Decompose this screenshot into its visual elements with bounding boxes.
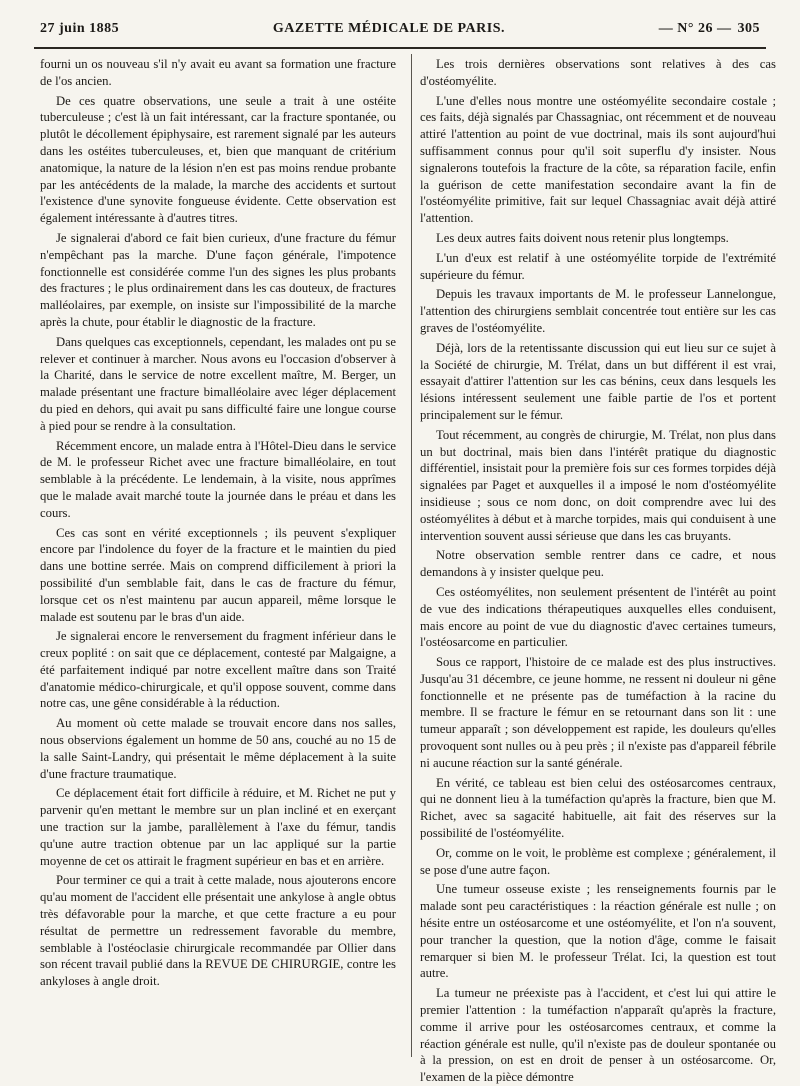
left-column <box>40 56 396 990</box>
paragraph: Récemment encore, un malade entra à l'Hôtel-Dieu dans le service de M. le professeur Richet avec une fracture bimalléolaire, en tout semblable à la précédente. Le lendemain, à la visite, nous apprîmes que le malade avait marché toute la journée dans le préau et dans les cours. <box>40 438 396 520</box>
header-rule <box>34 47 766 49</box>
paragraph: L'une d'elles nous montre une ostéomyélite secondaire costale ; ces faits, déjà signalés par Chassagniac, ont récemment et de nouveau attiré l'attention au point de vue doctrinal, mais ils sont aujourd'hui suffisamment connus pour qu'il soit superflu d'y insister. Nous signalerons toutefois la fracture de la côte, sa réparation facile, enfin la guérison de cette manifestation secondaire avant la fin de l'ostéomyélite primitive, fait sur lequel Chassagniac avait déjà attiré l'attention. <box>420 93 776 226</box>
paragraph: De ces quatre observations, une seule a trait à une ostéite tuberculeuse ; c'est là un fait intéressant, car la fracture spontanée, ou plutôt le décollement épiphysaire, est rarement signalé par les auteurs dans les ostéites tuberculeuses, et, bien que manquant de critérium anatomique, la nature de la lésion n'en est pas moins rendue probante par les antécédents de la malade, la marche des accidents et surtout l'existence d'une synovite fongueuse évidente. Cette observation est également intéressante à d'autres titres. <box>40 93 396 226</box>
paragraph: Or, comme on le voit, le problème est complexe ; généralement, il se pose d'une autre façon. <box>420 845 776 877</box>
header-date: 27 juin 1885 <box>40 21 120 36</box>
paragraph: Au moment où cette malade se trouvait encore dans nos salles, nous observions également un homme de 50 ans, couché au no 15 de la salle Saint-Landry, qui présentait le même déplacement à la suite d'une fracture traumatique. <box>40 716 396 781</box>
paragraph: Les trois dernières observations sont relatives à des cas d'ostéomyélite. <box>420 57 776 88</box>
paragraph: L'un d'eux est relatif à une ostéomyélite torpide de l'extrémité supérieure du fémur. <box>420 250 776 282</box>
page-header <box>40 16 760 42</box>
paragraph: Depuis les travaux importants de M. le professeur Lannelongue, l'attention des chirurgiens semblait concentrée tout entière sur les cas graves de l'ostéomyélite. <box>420 287 776 335</box>
paragraph: Déjà, lors de la retentissante discussion qui eut lieu sur ce sujet à la Société de chirurgie, M. Trélat, dans un but différent il est vrai, essayait d'attirer l'attention sur les cas bénins, ceux dans lesquels les lésions intéressent seulement une faible partie de l'os et portent principalement sur le fémur. <box>420 340 776 422</box>
header-title: GAZETTE MÉDICALE DE PARIS. <box>272 21 506 36</box>
paragraph: La tumeur ne préexiste pas à l'accident, et c'est lui qui attire le premier l'attention : la tuméfaction n'apparaît qu'après la fracture, comme il arrive pour les ostéosarcomes centraux, et comme la réaction générale est nulle, qu'il n'existe pas de douleur spontanée ou à la pression, on est en droit de penser à un ostéosarcome. Or, l'examen de la pièce démontre <box>420 986 776 1085</box>
paragraph: En vérité, ce tableau est bien celui des ostéosarcomes centraux, qui ne donnent lieu à la tuméfaction qu'après la fracture, bien que M. Richet, avec sa sagacité habituelle, ait fait des réserves sur la possibilité de l'ostéomyélite. <box>420 775 776 841</box>
paragraph: Une tumeur osseuse existe ; les renseignements fournis par le malade sont peu caractéristiques : la réaction générale est nulle ; on hésite entre un ostéosarcome et une ostéomyélite, et l'on n'a souvent, pour trancher la question, que la notion d'âge, comme le faisait remarquer si bien M. le professeur Trélat. Ici, la question est tout autre. <box>420 882 776 981</box>
paragraph: Je signalerai d'abord ce fait bien curieux, d'une fracture du fémur n'empêchant pas la marche. D'une façon générale, l'impotence fonctionnelle est considérée comme l'un des signes les plus probants des fractures ; le plus ordinairement dans les cas douteux, de fractures malléolaires, par exemple, on insiste sur l'impossibilité de la marche après la chute, pour établir le diagnostic de la fracture. <box>40 230 396 329</box>
column-divider <box>411 54 412 1057</box>
paragraph: Notre observation semble rentrer dans ce cadre, et nous demandons à y insister quelque peu. <box>420 548 776 580</box>
paragraph: Les deux autres faits doivent nous retenir plus longtemps. <box>436 230 729 245</box>
paragraph: Pour terminer ce qui a trait à cette malade, nous ajouterons encore qu'au moment de l'accident elle présentait une ankylose à angle obtus très défavorable pour la marche, et que cette fracture a eu pour résultat de permettre un redressement favorable du membre, semblable à l'ostéoclasie chirurgicale recommandée par Ollier dans son récent travail publié dans la REVUE DE CHIRURGIE, contre les ankyloses à angle droit. <box>40 873 396 989</box>
right-column <box>420 56 776 1086</box>
paragraph: Je signalerai encore le renversement du fragment inférieur dans le creux poplité : on sait que ce déplacement, contesté par Malgaigne, a été parfaitement indiqué par notre excellent maître dans son Traité d'anatomie médico-chirurgicale, et qu'il oppose souvent, comme dans notre cas, une gêne considérable à la réduction. <box>40 629 396 711</box>
paragraph: Ces cas sont en vérité exceptionnels ; ils peuvent s'expliquer encore par l'indolence du foyer de la fracture et le maintien du pied dans une bottine serrée. Mais on comprend difficilement à priori la possibilité d'un semblable fait, dans le cas de fracture du fémur, lorsque cet os n'est maintenu par aucun appareil, même lorsque le malade est soutenu par le bras d'un aide. <box>40 525 396 624</box>
paragraph: Dans quelques cas exceptionnels, cependant, les malades ont pu se relever et continuer à marcher. Nous avons eu l'occasion d'observer à la Charité, dans le service de notre excellent maître, M. Berger, un malade présentant une fracture bimalléolaire avec léger déplacement du pied en dehors, qui avait pu sans difficulté faire une longue course à pied pour se rendre à la consultation. <box>40 334 396 433</box>
paragraph: Ces ostéomyélites, non seulement présentent de l'intérêt au point de vue des indications thérapeutiques auxquelles elles conduisent, mais encore au point de vue du diagnostic d'avec certaines tumeurs, l'ostéosarcome en particulier. <box>420 584 776 650</box>
header-issue-page <box>659 21 760 37</box>
paragraph: Sous ce rapport, l'histoire de ce malade est des plus instructives. Jusqu'au 31 décembre, ce jeune homme, ne ressent ni douleur ni gêne fonctionnelle et ne présente pas de tuméfaction à la racine du membre. Il se fracture le fémur en se retournant dans son lit : une tumeur apparaît ; son développement est rapide, les douleurs qu'elles provoquent sont nulles ou à peu près ; il n'existe pas d'appareil fébrile ni aucune réaction sur la santé générale. <box>420 655 776 770</box>
header-page-number: 305 <box>737 21 760 36</box>
header-issue: — N° 26 — <box>658 21 732 36</box>
paragraph: Ce déplacement était fort difficile à réduire, et M. Richet ne put y parvenir qu'en mettant le membre sur un plan incliné et en exerçant une traction sur la jambe, parallèlement à l'axe du fémur, tandis qu'une autre traction obtenue par un lac appliqué sur la partie moyenne de cet os attirait le fragment supérieur en bas et en arrière. <box>40 786 396 868</box>
paragraph: fourni un os nouveau s'il n'y avait eu avant sa formation une fracture de l'os ancien. <box>40 57 396 88</box>
paragraph: Tout récemment, au congrès de chirurgie, M. Trélat, non plus dans un but doctrinal, mais bien dans l'intérêt pratique du diagnostic différentiel, insistait pour la première fois sur ces formes torpides déjà signalées par Paget et auxquelles il a imposé le nom d'ostéomyélite insidieuse ; sous ce nom donc, on doit comprendre avec lui des ostéomyélites à début et à marche torpides, mais qui conduisent à une intervention souvent aussi sérieuse que dans les cas bruyants. <box>420 427 776 543</box>
